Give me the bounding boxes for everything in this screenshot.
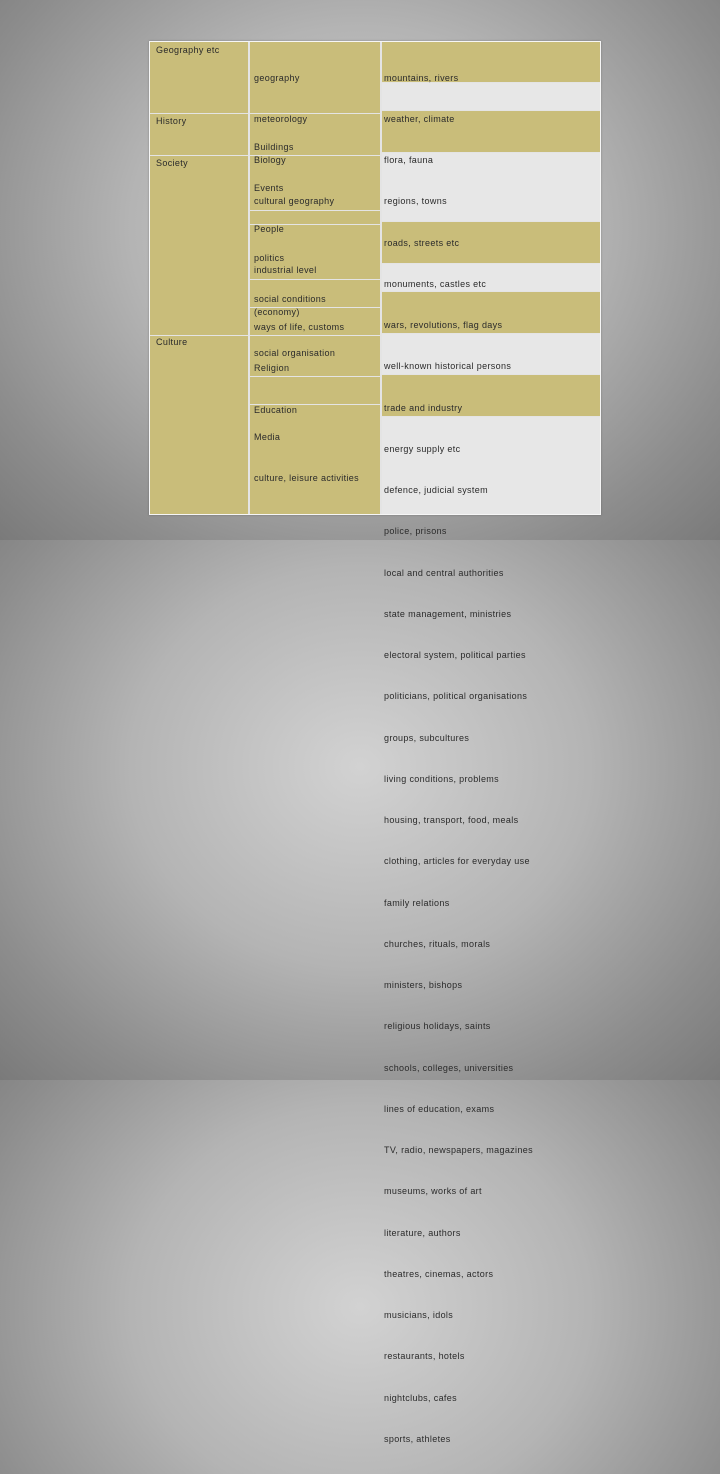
subtopic-line: politics xyxy=(254,252,285,263)
subtopic-line: social conditions xyxy=(254,293,326,304)
subtopic-line: Events xyxy=(254,182,284,193)
subtopic-line: Media xyxy=(254,431,281,442)
category-column xyxy=(150,42,248,514)
category-cell-culture xyxy=(150,336,248,514)
subtopic-line: geography xyxy=(254,72,300,83)
category-label: Geography etc xyxy=(156,45,220,55)
detail-line: literature, authors xyxy=(384,1227,461,1238)
detail-line: electoral system, political parties xyxy=(384,650,526,660)
detail-line: lines of education, exams xyxy=(384,1103,495,1114)
subtopic-media xyxy=(254,403,359,513)
detail-line: sports, athletes xyxy=(384,1433,451,1444)
category-label: History xyxy=(156,116,187,126)
subtopic-line: Religion xyxy=(254,362,290,373)
detail-line: weather, climate xyxy=(384,113,455,124)
detail-line: energy supply etc xyxy=(384,443,461,454)
subtopic-line: industrial level xyxy=(254,265,317,276)
detail-line: theatres, cinemas, actors xyxy=(384,1268,494,1279)
subtopic-line: cultural geography xyxy=(254,196,335,207)
subtopic-line: social organisation xyxy=(254,347,336,358)
detail-line: living conditions, problems xyxy=(384,773,500,784)
category-cell-history xyxy=(150,114,248,155)
subtopic-line: ways of life, customs xyxy=(254,321,345,332)
detail-line: ministers, bishops xyxy=(384,980,463,990)
category-label: Culture xyxy=(156,337,188,347)
detail-line: police, prisons xyxy=(384,526,447,537)
detail-line: monuments, castles etc xyxy=(384,278,487,289)
detail-line: well-known historical persons xyxy=(384,361,512,372)
detail-line: wars, revolutions, flag days xyxy=(384,320,503,330)
detail-line: roads, streets etc xyxy=(384,237,460,248)
detail-line: state management, ministries xyxy=(384,608,512,619)
detail-line: trade and industry xyxy=(384,402,463,413)
subtopic-column xyxy=(250,42,380,514)
detail-line: clothing, articles for everyday use xyxy=(384,856,530,867)
category-cell-geography xyxy=(150,42,248,113)
detail-line: museums, works of art xyxy=(384,1186,482,1197)
detail-line: regions, towns xyxy=(384,196,447,207)
detail-line: musicians, idols xyxy=(384,1310,454,1320)
detail-line: restaurants, hotels xyxy=(384,1351,465,1362)
detail-line: religious holidays, saints xyxy=(384,1021,491,1032)
detail-line: housing, transport, food, meals xyxy=(384,815,519,825)
detail-line: flora, fauna xyxy=(384,155,434,165)
subtopic-line: Buildings xyxy=(254,141,294,152)
subtopic-line: Biology xyxy=(254,155,286,165)
detail-list xyxy=(384,44,533,1474)
detail-line: schools, colleges, universities xyxy=(384,1062,514,1073)
topic-table xyxy=(149,41,601,1444)
subtopic-line: People xyxy=(254,224,285,234)
subtopic-line: Education xyxy=(254,404,298,415)
detail-line: defence, judicial system xyxy=(384,485,488,495)
category-label: Society xyxy=(156,158,188,168)
detail-line: family relations xyxy=(384,897,450,908)
detail-column xyxy=(382,42,600,1444)
detail-line: politicians, political organisations xyxy=(384,691,528,702)
subtopic-line: culture, leisure activities xyxy=(254,472,359,483)
category-cell-society xyxy=(150,156,248,335)
detail-line: nightclubs, cafes xyxy=(384,1392,457,1403)
subtopic-line: (economy) xyxy=(254,306,300,317)
detail-line: groups, subcultures xyxy=(384,732,470,743)
detail-line: local and central authorities xyxy=(384,567,504,578)
detail-line: TV, radio, newspapers, magazines xyxy=(384,1145,533,1155)
subtopic-line: meteorology xyxy=(254,113,308,124)
detail-line: mountains, rivers xyxy=(384,72,459,83)
detail-line: churches, rituals, morals xyxy=(384,938,491,949)
